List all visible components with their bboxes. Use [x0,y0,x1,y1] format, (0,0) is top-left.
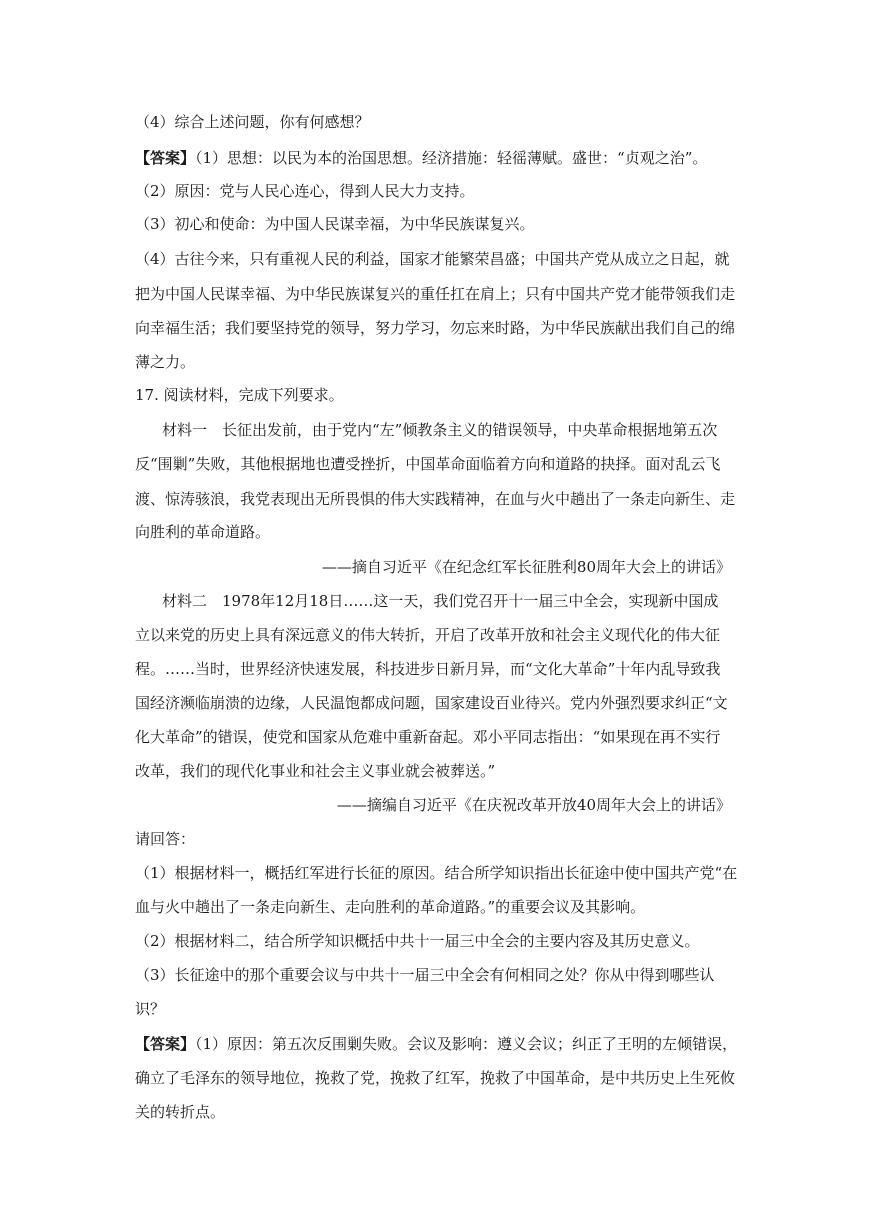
material2-line: 材料二 1978年12月18日……这一天，我们党召开十一届三中全会，实现新中国成 [162,592,719,610]
answer-text: （1）思想：以民为本的治国思想。经济措施：轻徭薄赋。盛世：“贞观之治”。 [195,149,708,167]
q17-part3-line: （3）长征途中的那个重要会议与中共十一届三中全会有何相同之处？你从中得到哪些认 [135,966,715,984]
q16-answer-1 [135,148,735,168]
material1-source: ——摘自习近平《在纪念红军长征胜利80周年大会上的讲话》 [321,558,731,576]
answer-text: （1）原因：第五次反围剿失败。会议及影响：遵义会议；纠正了王明的左倾错误， [195,1035,738,1053]
material2-line: 改革，我们的现代化事业和社会主义事业就会被葬送。” [135,762,496,780]
material2-line: 立以来党的历史上具有深远意义的伟大转折，开启了改革开放和社会主义现代化的伟大征 [135,626,721,644]
q16-answer-2: （2）原因：党与人民心连心，得到人民大力支持。 [135,182,475,200]
material1-line: 向胜利的革命道路。 [135,523,271,541]
q17-part1-line: 血与火中趟出了一条走向新生、走向胜利的革命道路。”的重要会议及其影响。 [135,898,646,916]
material1-line: 材料一 长征出发前，由于党内“左”倾教条主义的错误领导，中央革命根据地第五次 [162,421,718,439]
q16-part4-question: （4）综合上述问题，你有何感想？ [135,113,370,131]
q17-answer-1 [135,1034,738,1054]
material2-source: ——摘编自习近平《在庆祝改革开放40周年大会上的讲话》 [336,796,731,814]
material1-line: 渡、惊涛骇浪，我党表现出无所畏惧的伟大实践精神，在血与火中趟出了一条走向新生、走 [135,490,736,508]
q17-answer-line: 确立了毛泽东的领导地位，挽救了党，挽救了红军，挽救了中国革命，是中共历史上生死攸 [135,1069,736,1087]
q17-answer-line: 关的转折点。 [135,1103,226,1121]
q16-answer-4-line: 向幸福生活；我们要坚持党的领导，努力学习，勿忘来时路，为中华民族献出我们自己的绵 [135,319,736,337]
answer-label: 【答案】 [135,1035,196,1053]
material2-line: 化大革命”的错误，使党和国家从危难中重新奋起。邓小平同志指出：“如果现在再不实行 [135,728,721,746]
answer-prompt: 请回答： [135,830,196,848]
q16-answer-4-line: 把为中国人民谋幸福、为中华民族谋复兴的重任扛在肩上；只有中国共产党才能带领我们走 [135,285,736,303]
q17-part2: （2）根据材料二，结合所学知识概括中共十一届三中全会的主要内容及其历史意义。 [135,932,700,950]
q17-part3-line: 识？ [135,1000,166,1018]
q17-part1-line: （1）根据材料一，概括红军进行长征的原因。结合所学知识指出长征途中使中国共产党“在 [135,864,738,882]
material2-line: 程。……当时，世界经济快速发展，科技进步日新月异，而“文化大革命”十年内乱导致我 [135,660,721,678]
material2-line: 国经济濒临崩溃的边缘，人民温饱都成问题，国家建设百业待兴。党内外强烈要求纠正“文 [135,694,728,712]
q16-answer-3: （3）初心和使命：为中国人民谋幸福，为中华民族谋复兴。 [135,215,535,233]
q17-stem: 17. 阅读材料，完成下列要求。 [135,386,344,404]
q16-answer-4-line: （4）古往今来，只有重视人民的利益，国家才能繁荣昌盛；中国共产党从成立之日起，就 [135,250,730,268]
answer-label: 【答案】 [135,149,196,167]
q16-answer-4-line: 薄之力。 [135,353,196,371]
material1-line: 反“围剿”失败，其他根据地也遭受挫折，中国革命面临着方向和道路的抉择。面对乱云飞 [135,455,721,473]
